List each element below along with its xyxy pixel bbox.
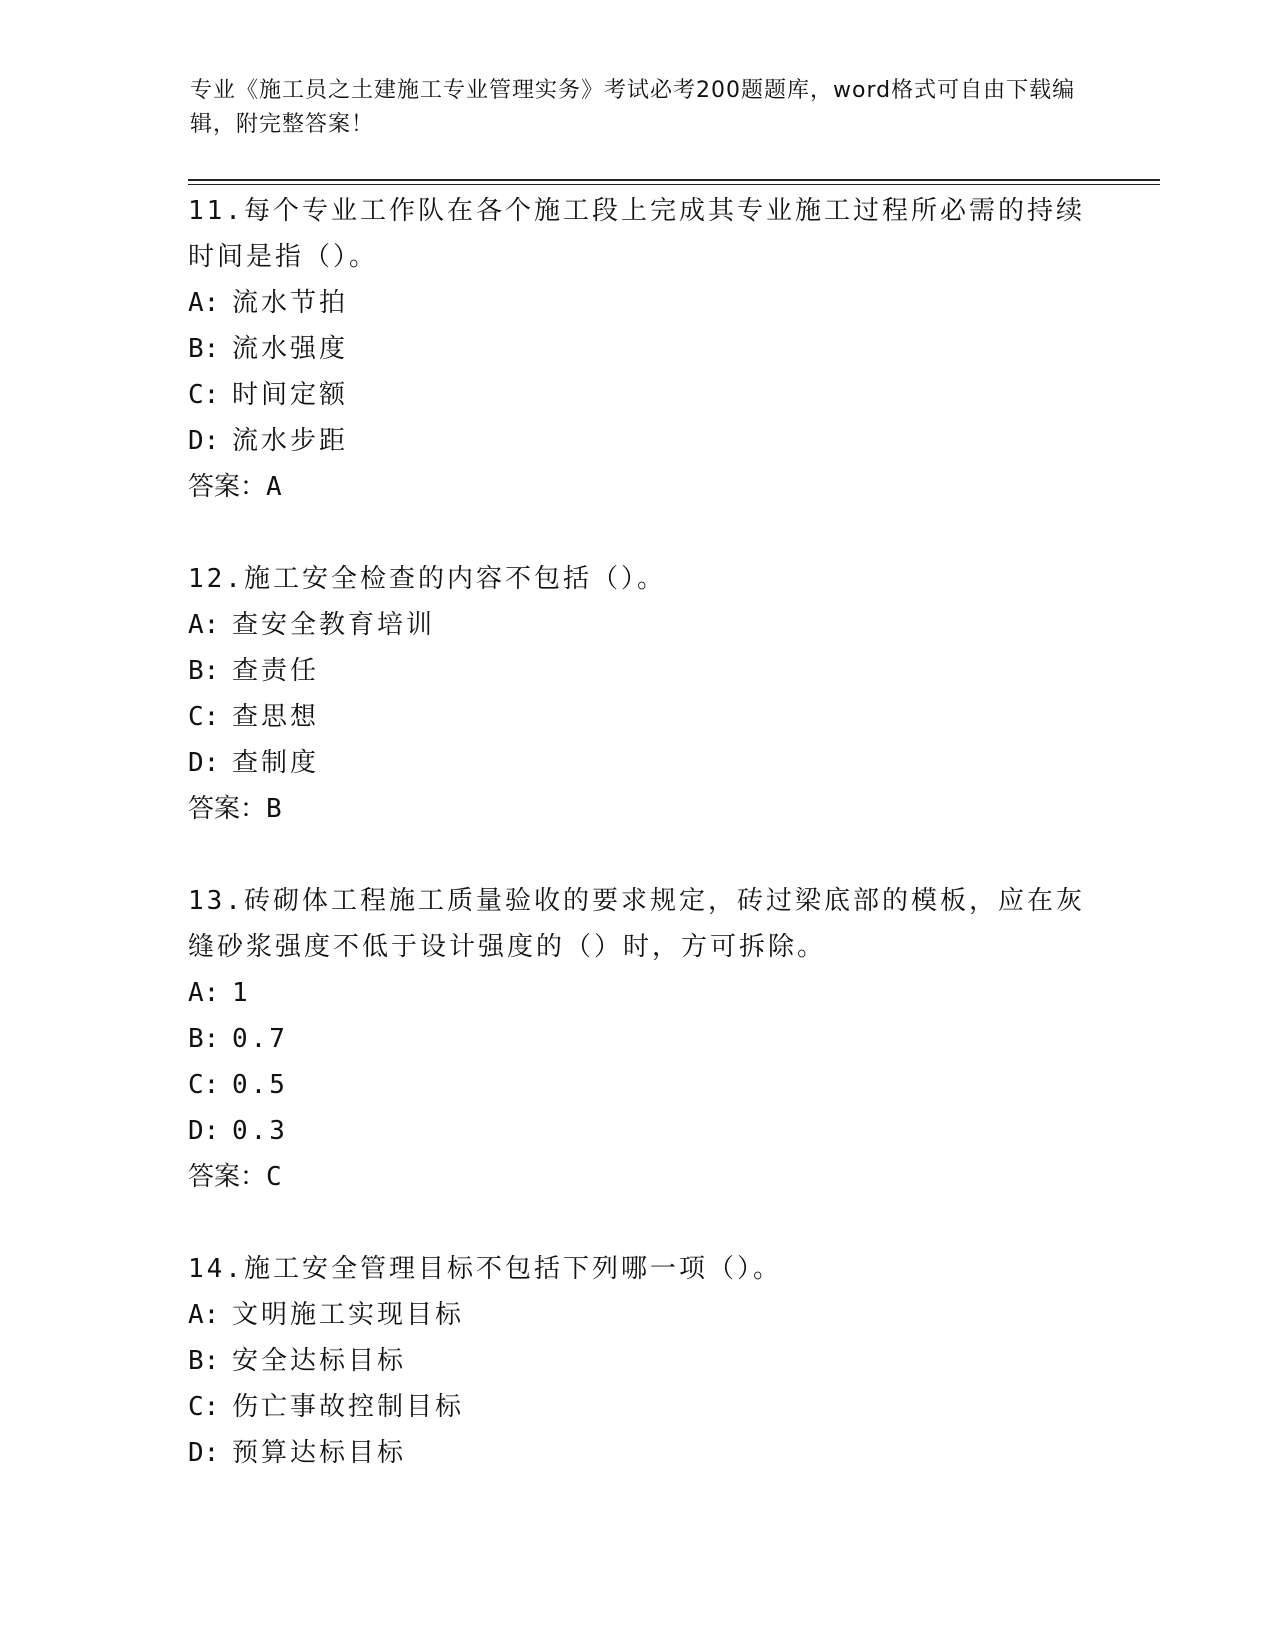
option-text: 时间定额 [232, 380, 349, 410]
question-13 [188, 878, 1088, 1200]
option-text: 预算达标目标 [232, 1438, 407, 1468]
option-text: 查安全教育培训 [232, 610, 436, 640]
option-b [188, 1338, 1088, 1384]
option-text: 流水强度 [232, 334, 349, 364]
option-key: A: [188, 610, 220, 640]
option-d [188, 740, 1088, 786]
option-text: 安全达标目标 [232, 1346, 407, 1376]
option-a [188, 602, 1088, 648]
question-14 [188, 1246, 1088, 1476]
option-key: C: [188, 1392, 220, 1422]
option-c [188, 694, 1088, 740]
option-key: D: [188, 748, 220, 778]
option-c [188, 1062, 1088, 1108]
option-key: A: [188, 1300, 220, 1330]
option-key: A: [188, 288, 220, 318]
question-list [188, 188, 1088, 1522]
answer-label: 答案： [188, 1162, 267, 1192]
question-11 [188, 188, 1088, 510]
option-key: B: [188, 1346, 220, 1376]
answer-value: C [266, 1162, 282, 1192]
option-a [188, 970, 1088, 1016]
answer-label: 答案： [188, 794, 267, 824]
question-stem: 12.施工安全检查的内容不包括（）。 [188, 564, 666, 594]
option-c [188, 1384, 1088, 1430]
option-key: B: [188, 1024, 220, 1054]
option-key: B: [188, 334, 220, 364]
option-key: A: [188, 978, 220, 1008]
answer-label: 答案： [188, 472, 267, 502]
header-divider-thin [188, 184, 1160, 185]
question-stem: 13.砖砌体工程施工质量验收的要求规定，砖过梁底部的模板，应在灰缝砂浆强度不低于设计强度的（）时，方可拆除。 [188, 886, 1085, 962]
option-text: 1 [232, 978, 251, 1008]
question-12 [188, 556, 1088, 832]
option-key: C: [188, 702, 220, 732]
option-text: 流水步距 [232, 426, 349, 456]
option-key: D: [188, 1438, 220, 1468]
option-d [188, 1430, 1088, 1476]
option-text: 流水节拍 [232, 288, 349, 318]
document-header: 专业《施工员之土建施工专业管理实务》考试必考200题题库，word格式可自由下载编辑，附完整答案！ [190, 78, 1076, 137]
option-key: C: [188, 1070, 220, 1100]
option-text: 文明施工实现目标 [232, 1300, 465, 1330]
answer-line [188, 1154, 1088, 1200]
question-stem: 11.每个专业工作队在各个施工段上完成其专业施工过程所必需的持续时间是指（）。 [188, 196, 1085, 272]
header-divider-thick [188, 179, 1160, 181]
option-b [188, 326, 1088, 372]
option-text: 伤亡事故控制目标 [232, 1392, 465, 1422]
option-key: C: [188, 380, 220, 410]
answer-line [188, 464, 1088, 510]
option-text: 查责任 [232, 656, 320, 686]
option-text: 查思想 [232, 702, 320, 732]
option-text: 查制度 [232, 748, 320, 778]
option-d [188, 418, 1088, 464]
option-text: 0.5 [232, 1070, 288, 1100]
option-text: 0.3 [232, 1116, 288, 1146]
answer-line [188, 786, 1088, 832]
option-b [188, 1016, 1088, 1062]
option-a [188, 280, 1088, 326]
option-text: 0.7 [232, 1024, 288, 1054]
answer-value: B [266, 794, 282, 824]
option-key: D: [188, 426, 220, 456]
option-key: B: [188, 656, 220, 686]
option-c [188, 372, 1088, 418]
option-d [188, 1108, 1088, 1154]
option-b [188, 648, 1088, 694]
option-key: D: [188, 1116, 220, 1146]
option-a [188, 1292, 1088, 1338]
question-stem: 14.施工安全管理目标不包括下列哪一项（）。 [188, 1254, 782, 1284]
answer-value: A [266, 472, 282, 502]
